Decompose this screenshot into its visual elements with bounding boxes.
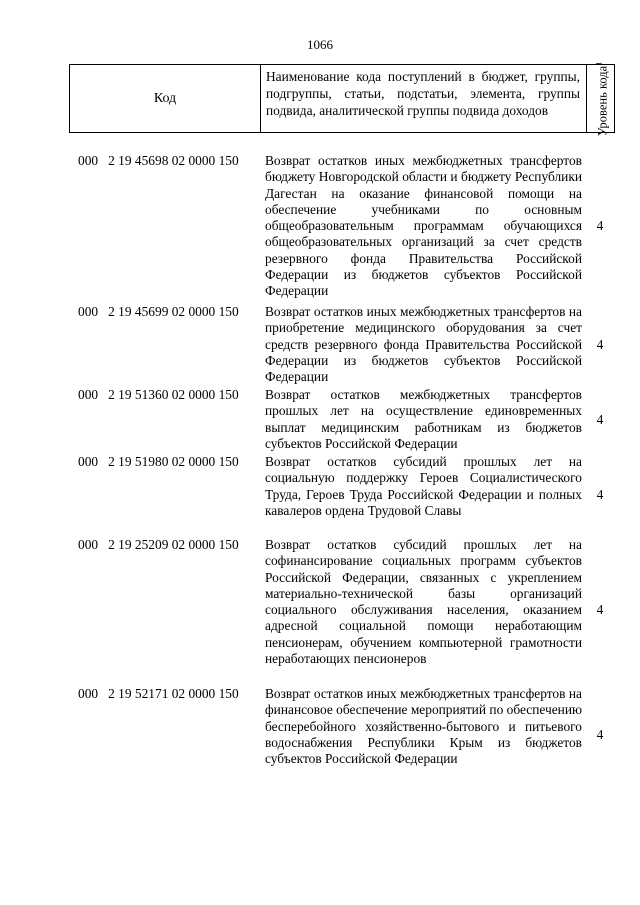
- header-level: [587, 61, 614, 136]
- row-level: 4: [596, 412, 604, 427]
- header-level-label: [593, 61, 608, 135]
- row-code: 000 2 19 52171 02 0000 150: [78, 686, 239, 701]
- header-level-text: Уровень кода: [595, 65, 610, 136]
- row-code: 000 2 19 45698 02 0000 150: [78, 153, 239, 168]
- row-name: Возврат остатков иных межбюджетных трансфертов на финансовое обеспечение мероприятий по обеспечению бесперебойного хозяйственно-бытового и питьевого водоснабжения Республики Крым из бюджетов субъектов Российской Федерации: [265, 686, 582, 767]
- row-level: 4: [596, 337, 604, 352]
- row-level: 4: [596, 218, 604, 233]
- table-header: [69, 61, 615, 136]
- header-name: Наименование кода поступлений в бюджет, группы, подгруппы, статьи, подстатьи, элемента, группы подвида, аналитической группы подвида доходов: [260, 65, 587, 132]
- row-name: Возврат остатков субсидий прошлых лет на софинансирование социальных программ субъектов Российской Федерации, связанных с укреплением материально-технической базы организаций социального обслуживания населения, оказанием адресной социальной помощи неработающим пенсионерам, обучением компьютерной грамотности неработающих пенсионеров: [265, 537, 582, 667]
- row-level: 4: [596, 602, 604, 617]
- row-code: 000 2 19 45699 02 0000 150: [78, 304, 239, 319]
- row-code: 000 2 19 51360 02 0000 150: [78, 387, 239, 402]
- row-name: Возврат остатков субсидий прошлых лет на социальную поддержку Героев Социалистического Труда, Героев Труда Российской Федерации и полных кавалеров ордена Трудовой Славы: [265, 454, 582, 518]
- row-name: Возврат остатков иных межбюджетных трансфертов на приобретение медицинского оборудования за счет средств резервного фонда Правительства Российской Федерации из бюджетов субъектов Российской Федерации: [265, 304, 582, 385]
- page-number: 1066: [307, 37, 333, 52]
- header-level-footnote: 1: [593, 61, 603, 66]
- row-level: 4: [596, 487, 604, 502]
- header-code: Код: [70, 65, 261, 132]
- row-name: Возврат остатков иных межбюджетных трансфертов бюджету Новгородской области и бюджету Республики Дагестан на оказание финансовой помощи на обеспечение учебниками по основным общеобразовательным программам обучающихся общеобразовательных организаций за счет средств резервного фонда Правительства Российской Федерации из бюджетов субъектов Российской Федерации: [265, 153, 582, 299]
- row-name: Возврат остатков межбюджетных трансфертов прошлых лет на осуществление единовременных выплат медицинским работникам из бюджетов субъектов Российской Федерации: [265, 387, 582, 451]
- row-code: 000 2 19 25209 02 0000 150: [78, 537, 239, 552]
- row-code: 000 2 19 51980 02 0000 150: [78, 454, 239, 469]
- row-level: 4: [596, 727, 604, 742]
